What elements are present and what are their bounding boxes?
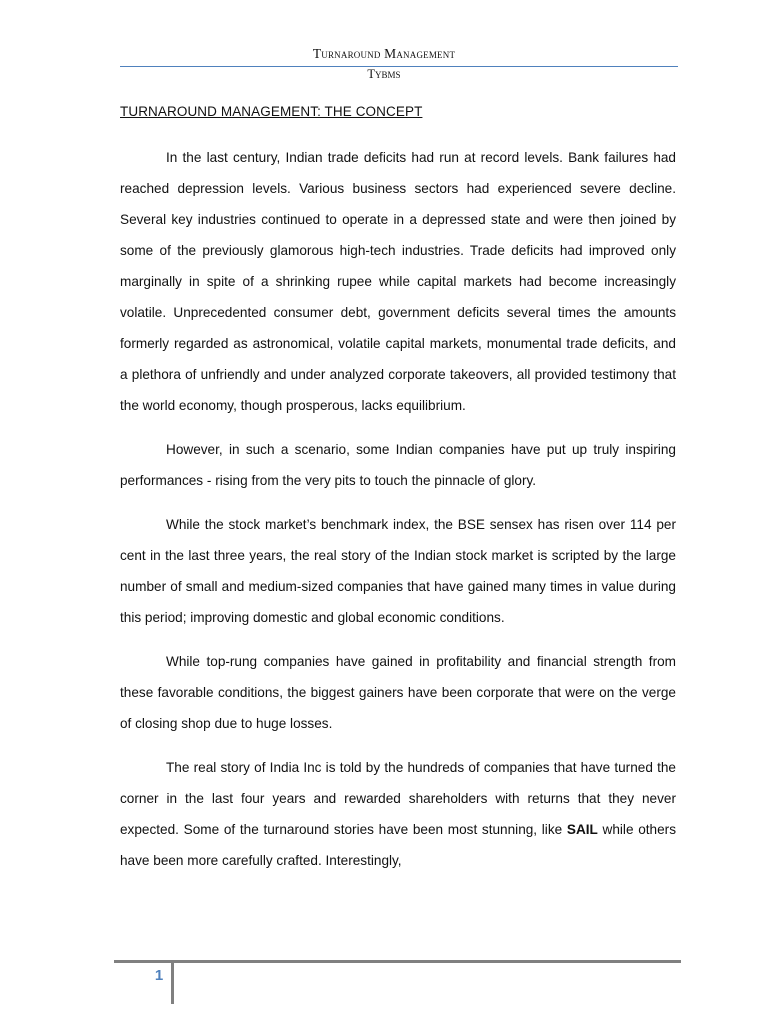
company-name-bold: SAIL bbox=[566, 822, 598, 837]
paragraph-3: While the stock market’s benchmark index, the BSE sensex has risen over 114 per cent in the last three years, the real story of the Indian stock market is scripted by the large number of small and medium-sized companies that have gained many times in value during this period; improving domestic and global economic conditions. bbox=[120, 517, 676, 625]
header-subtitle: Tybms bbox=[367, 67, 401, 81]
paragraph-4: While top-rung companies have gained in profitability and financial strength from these favorable conditions, the biggest gainers have been corporate that were on the verge of closing shop due to huge losses. bbox=[120, 654, 676, 731]
header-title: Turnaround Management bbox=[312, 46, 456, 61]
document-body bbox=[120, 142, 676, 889]
footer-vertical-bar bbox=[171, 960, 174, 1004]
section-heading: TURNAROUND MANAGEMENT: THE CONCEPT bbox=[120, 104, 423, 119]
paragraph-5-text-end: while others have been more carefully crafted. Interestingly, bbox=[120, 822, 676, 868]
paragraph-5 bbox=[120, 752, 676, 876]
footer-divider bbox=[114, 960, 681, 963]
paragraph-2: However, in such a scenario, some Indian companies have put up truly inspiring performances - rising from the very pits to touch the pinnacle of glory. bbox=[120, 442, 676, 488]
page-number: 1 bbox=[154, 967, 164, 984]
paragraph-5-text-start: The real story of India Inc is told by the hundreds of companies that have turned the corner in the last four years and rewarded shareholders with returns that they never expected. Some of the turnaround stories have been most stunning, like bbox=[120, 760, 676, 837]
paragraph-1: In the last century, Indian trade deficits had run at record levels. Bank failures had reached depression levels. Various business sectors had experienced severe decline. Several key industries continued to operate in a depressed state and were then joined by some of the previously glamorous high-tech industries. Trade deficits had improved only marginally in spite of a shrinking rupee while capital markets had become increasingly volatile. Unprecedented consumer debt, government deficits several times the amounts formerly regarded as astronomical, volatile capital markets, monumental trade deficits, and a plethora of unfriendly and under analyzed corporate takeovers, all provided testimony that the world economy, though prosperous, lacks equilibrium. bbox=[120, 150, 676, 413]
